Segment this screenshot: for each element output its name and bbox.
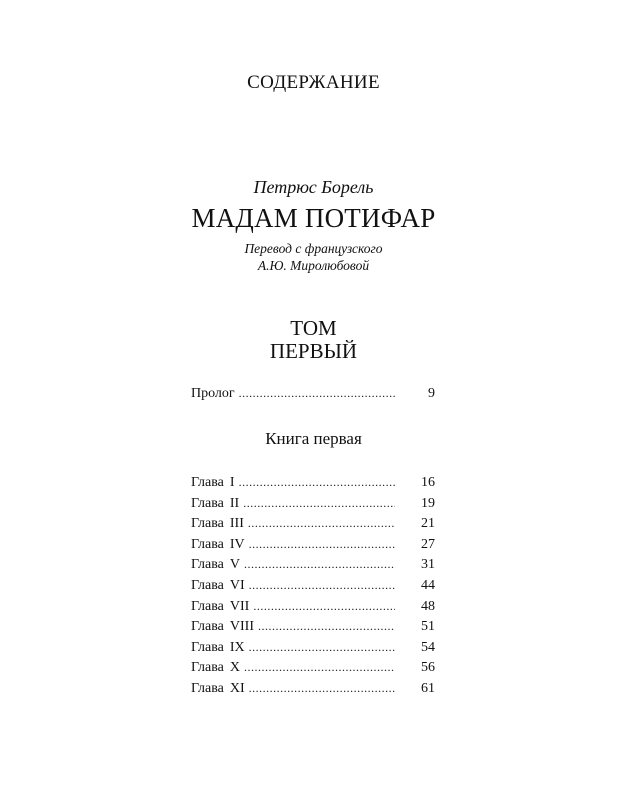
translation-credit — [0, 240, 627, 274]
toc-entry-chapter[interactable] — [191, 638, 435, 656]
leader-dots — [239, 384, 395, 402]
chapter-label — [191, 680, 245, 698]
chapter-numeral: IX — [229, 639, 245, 655]
toc-page-number: 31 — [421, 557, 435, 573]
toc-page-number: 56 — [421, 660, 435, 676]
chapter-word: Глава — [191, 578, 224, 593]
leader-dots — [249, 679, 395, 697]
chapter-numeral: XI — [229, 681, 245, 696]
leader-dots — [243, 494, 395, 512]
toc-entry-label: Пролог — [191, 386, 235, 401]
chapter-word: Глава — [191, 495, 224, 511]
leader-dots — [244, 658, 395, 676]
toc-page-number: 27 — [421, 536, 435, 552]
toc-page-number: 54 — [421, 639, 435, 655]
toc-entry-chapter[interactable] — [191, 473, 435, 491]
author-name: Петрюс Борель — [253, 177, 374, 197]
toc-entry-chapter[interactable] — [191, 658, 435, 676]
leader-dots — [244, 555, 395, 573]
contents-heading: СОДЕРЖАНИЕ — [247, 72, 380, 93]
chapter-numeral: I — [229, 475, 235, 490]
toc-page-number: 44 — [421, 578, 435, 593]
toc-entry-prologue[interactable] — [191, 384, 435, 402]
chapter-word: Глава — [191, 639, 224, 655]
chapter-numeral: IV — [229, 536, 245, 552]
toc-page-number: 48 — [421, 598, 435, 614]
volume-line-1: ТОМ — [290, 316, 337, 340]
chapter-numeral: V — [229, 557, 241, 573]
chapter-word: Глава — [191, 536, 224, 552]
volume-heading — [0, 317, 627, 363]
toc-entry-chapter[interactable] — [191, 555, 435, 573]
toc-page-number: 21 — [421, 516, 435, 532]
toc-entry-chapter[interactable] — [191, 535, 435, 553]
chapter-label — [191, 536, 245, 554]
chapter-numeral: VIII — [229, 619, 254, 635]
chapter-word: Глава — [191, 619, 224, 635]
chapter-label — [191, 495, 239, 513]
toc-page-number: 51 — [421, 619, 435, 635]
leader-dots — [249, 576, 395, 594]
chapter-label — [191, 515, 244, 533]
toc-page-number: 16 — [421, 475, 435, 490]
chapter-numeral: VII — [229, 598, 250, 614]
chapter-word: Глава — [191, 475, 224, 490]
chapter-label — [191, 659, 240, 677]
chapter-word: Глава — [191, 557, 224, 573]
translation-line: Перевод с французского — [244, 241, 383, 256]
chapter-word: Глава — [191, 660, 224, 676]
chapter-numeral: X — [229, 660, 241, 676]
leader-dots — [239, 473, 395, 491]
toc-page-number: 61 — [421, 681, 435, 696]
chapter-numeral: VI — [229, 578, 245, 593]
toc-entry-chapter[interactable] — [191, 679, 435, 697]
chapter-numeral: II — [229, 495, 240, 511]
toc-entry-chapter[interactable] — [191, 576, 435, 594]
toc-entry-chapter[interactable] — [191, 597, 435, 615]
chapter-word: Глава — [191, 516, 224, 532]
chapter-label — [191, 598, 249, 616]
toc-entry-chapter[interactable] — [191, 617, 435, 635]
leader-dots — [258, 617, 395, 635]
leader-dots — [249, 638, 395, 656]
chapter-label — [191, 639, 245, 657]
chapter-word: Глава — [191, 681, 224, 696]
translator-name: А.Ю. Миролюбовой — [257, 258, 370, 273]
leader-dots — [249, 535, 395, 553]
toc-page-number: 19 — [421, 495, 435, 511]
chapter-word: Глава — [191, 598, 224, 614]
chapter-label — [191, 577, 245, 595]
toc-entry-chapter[interactable] — [191, 514, 435, 532]
book-heading: Книга первая — [265, 429, 362, 448]
chapter-label — [191, 556, 240, 574]
chapter-label — [191, 474, 235, 492]
toc-entry-chapter[interactable] — [191, 494, 435, 512]
leader-dots — [248, 514, 395, 532]
work-title: МАДАМ ПОТИФАР — [191, 203, 436, 233]
leader-dots — [253, 597, 395, 615]
chapter-label — [191, 618, 254, 636]
volume-line-2: ПЕРВЫЙ — [269, 339, 358, 363]
toc-page-number: 9 — [428, 386, 435, 401]
chapter-numeral: III — [229, 516, 244, 532]
